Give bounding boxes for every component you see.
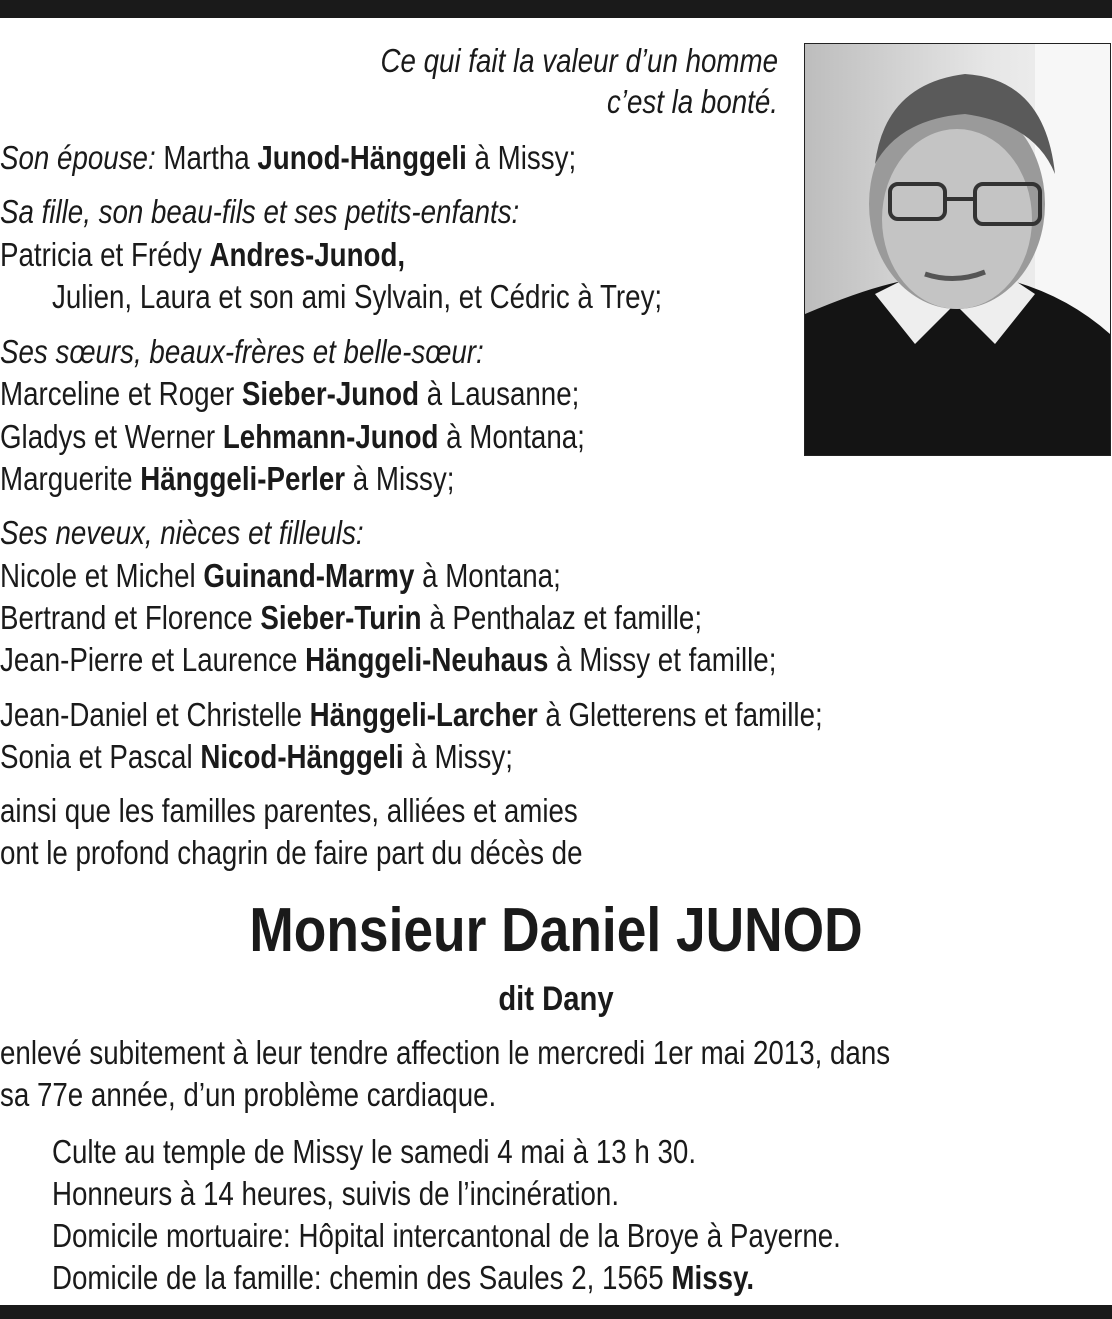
text-line bbox=[0, 332, 484, 372]
text: Jean-Pierre et Laurence bbox=[0, 641, 306, 678]
text-line bbox=[0, 192, 519, 232]
text-line bbox=[0, 695, 823, 735]
text: à Missy; bbox=[403, 738, 513, 775]
text: Patricia et Frédy bbox=[0, 236, 210, 273]
text: Marguerite bbox=[0, 460, 141, 497]
quote-line-1: Ce qui fait la valeur d’un homme bbox=[380, 42, 778, 79]
text: à Lausanne; bbox=[419, 375, 580, 412]
family-name: Sieber-Turin bbox=[260, 599, 422, 636]
text: à Missy; bbox=[466, 139, 577, 176]
family-name: Nicod-Hänggeli bbox=[200, 738, 404, 775]
family-name: Andres-Junod, bbox=[209, 236, 406, 273]
text: ainsi que les familles parentes, alliées et amies bbox=[0, 792, 578, 829]
text-line bbox=[0, 1075, 496, 1115]
family-name: Hänggeli-Perler bbox=[140, 460, 346, 497]
relation-heading: Ses neveux, nièces et filleuls: bbox=[0, 514, 364, 551]
family-name: Missy. bbox=[671, 1259, 755, 1296]
text-line bbox=[0, 459, 454, 499]
family-name: Hänggeli-Neuhaus bbox=[305, 641, 549, 678]
text: à Montana; bbox=[438, 418, 585, 455]
text-line bbox=[0, 235, 405, 275]
family-name: Guinand-Marmy bbox=[203, 557, 415, 594]
text-line bbox=[0, 737, 513, 777]
text: à Penthalaz et famille; bbox=[421, 599, 703, 636]
text: Honneurs à 14 heures, suivis de l’incinération. bbox=[52, 1175, 620, 1212]
text-line bbox=[52, 1174, 619, 1214]
top-rule bbox=[0, 0, 1112, 18]
text: Jean-Daniel et Christelle bbox=[0, 696, 310, 733]
family-name: Hänggeli-Larcher bbox=[309, 696, 538, 733]
text: à Missy; bbox=[345, 460, 455, 497]
text: Nicole et Michel bbox=[0, 557, 204, 594]
text-line bbox=[0, 640, 776, 680]
text: à Montana; bbox=[414, 557, 561, 594]
text: Gladys et Werner bbox=[0, 418, 223, 455]
family-name: Sieber-Junod bbox=[241, 375, 420, 412]
text: Marceline et Roger bbox=[0, 375, 242, 412]
text: Sonia et Pascal bbox=[0, 738, 201, 775]
text: Martha bbox=[155, 139, 258, 176]
text: Domicile de la famille: chemin des Saules 2, 1565 bbox=[52, 1259, 672, 1296]
text: Bertrand et Florence bbox=[0, 599, 261, 636]
text: Domicile mortuaire: Hôpital intercantonal de la Broye à Payerne. bbox=[52, 1217, 841, 1254]
text-line bbox=[52, 277, 662, 317]
text: à Missy et famille; bbox=[548, 641, 777, 678]
bottom-rule bbox=[0, 1305, 1112, 1319]
relation-heading: Sa fille, son beau-fils et ses petits-enfants: bbox=[0, 193, 520, 230]
text-line bbox=[0, 417, 585, 457]
text-line bbox=[0, 374, 579, 414]
text-line bbox=[0, 513, 364, 553]
text: sa 77e année, d’un problème cardiaque. bbox=[0, 1076, 497, 1113]
relation-heading: Ses sœurs, beaux-frères et belle-sœur: bbox=[0, 333, 484, 370]
portrait-photo bbox=[804, 43, 1111, 456]
text-line bbox=[52, 1258, 754, 1298]
text-line bbox=[0, 598, 702, 638]
text-line bbox=[0, 138, 576, 178]
deceased-name: Monsieur Daniel JUNOD bbox=[249, 896, 863, 965]
text-line bbox=[52, 1132, 696, 1172]
deceased-nickname: dit Dany bbox=[498, 980, 614, 1018]
text: enlevé subitement à leur tendre affection le mercredi 1er mai 2013, dans bbox=[0, 1034, 891, 1071]
text: ont le profond chagrin de faire part du décès de bbox=[0, 834, 583, 871]
relation-heading: Son épouse: bbox=[0, 139, 156, 176]
text-line bbox=[52, 1216, 841, 1256]
family-name: Junod-Hänggeli bbox=[257, 139, 467, 176]
text-line bbox=[0, 1033, 890, 1073]
text-line bbox=[0, 556, 561, 596]
quote-line-2: c’est la bonté. bbox=[606, 83, 778, 120]
family-name: Lehmann-Junod bbox=[222, 418, 439, 455]
text: Culte au temple de Missy le samedi 4 mai à 13 h 30. bbox=[52, 1133, 697, 1170]
text: à Gletterens et famille; bbox=[537, 696, 823, 733]
text-line bbox=[0, 833, 583, 873]
text-line bbox=[0, 791, 578, 831]
text: Julien, Laura et son ami Sylvain, et Cédric à Trey; bbox=[52, 278, 663, 315]
